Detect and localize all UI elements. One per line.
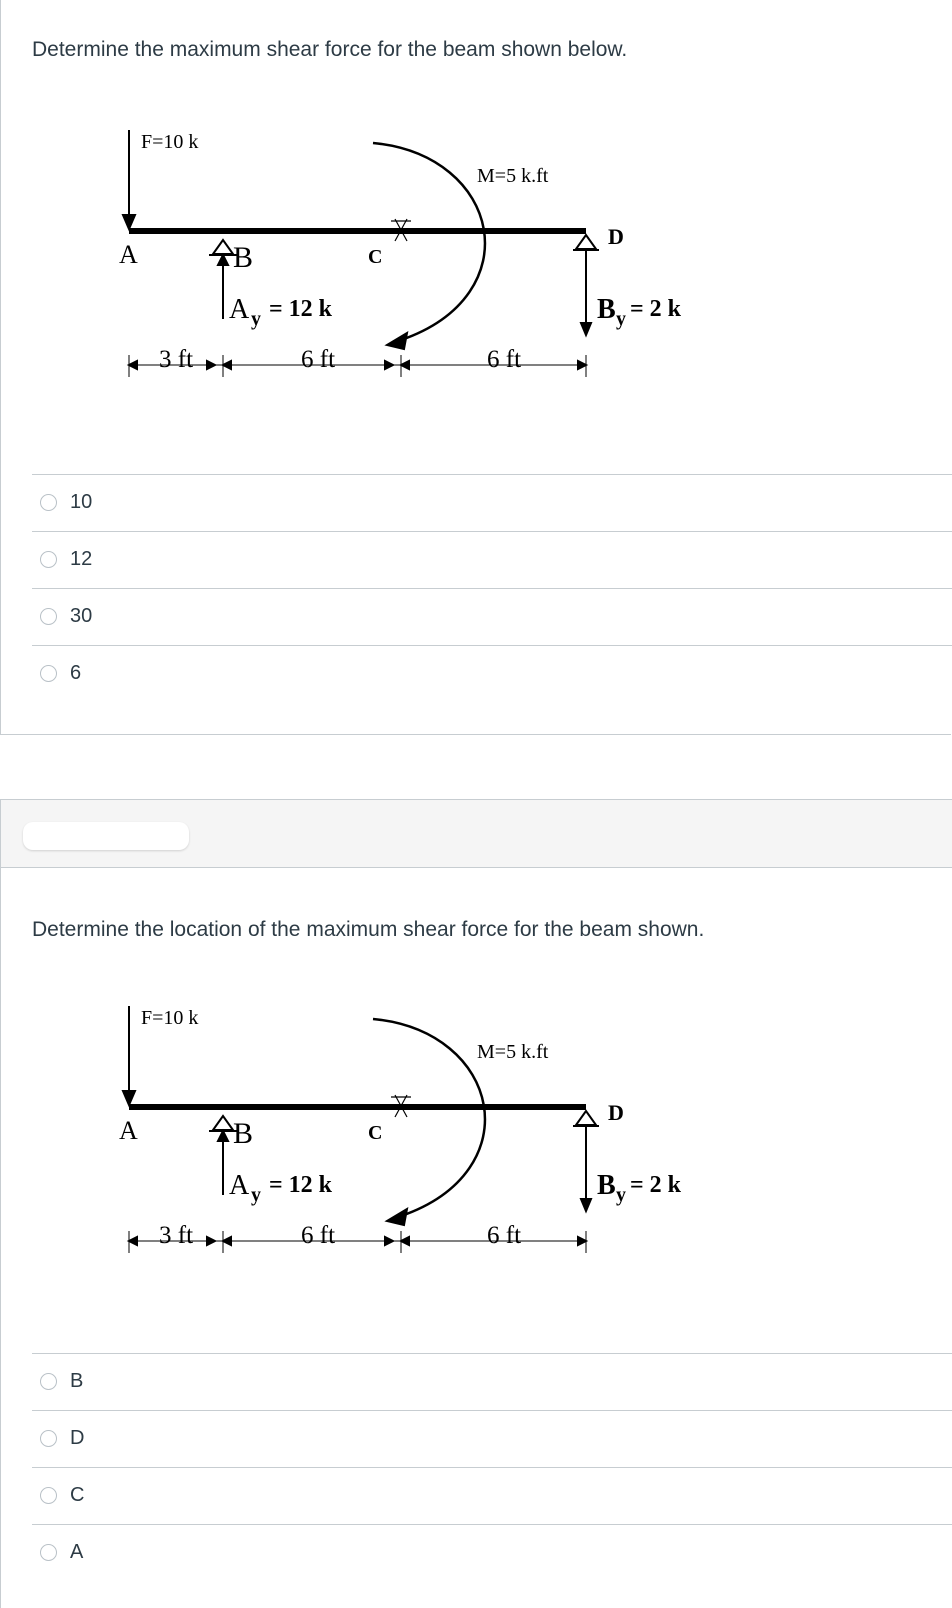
- reaction-b-main: B: [597, 294, 616, 325]
- reaction-b-value: = 2 k: [630, 1172, 682, 1198]
- answer-list-2: [32, 1353, 952, 1581]
- point-b-label: B: [233, 1117, 254, 1150]
- moment-arc: [373, 1019, 485, 1216]
- reaction-b-value: = 2 k: [630, 296, 682, 322]
- answer-label: 6: [70, 662, 82, 684]
- dim-1-label: 3 ft: [159, 1222, 194, 1249]
- question-2-header: [0, 799, 952, 868]
- pin-support-d: [576, 235, 596, 249]
- answer-option[interactable]: [32, 1524, 952, 1581]
- reaction-a-main: A: [229, 1170, 250, 1201]
- radio-button[interactable]: [40, 1544, 57, 1561]
- dim-2-label: 6 ft: [301, 346, 336, 373]
- answer-label: B: [70, 1370, 84, 1392]
- beam-diagram-1: [111, 115, 731, 395]
- answer-label: C: [70, 1484, 85, 1506]
- reaction-b-sub: y: [616, 308, 626, 330]
- point-b-label: B: [233, 241, 254, 274]
- point-a-label: A: [119, 240, 138, 269]
- question-2: [0, 868, 951, 1608]
- dim-3-label: 6 ft: [487, 346, 522, 373]
- answer-label: 30: [70, 605, 93, 627]
- dim-2-label: 6 ft: [301, 1222, 336, 1249]
- reaction-a-value: = 12 k: [269, 296, 333, 322]
- answer-list-1: [32, 474, 952, 702]
- answer-label: D: [70, 1427, 85, 1449]
- answer-option[interactable]: [32, 1467, 952, 1524]
- moment-label: M=5 k.ft: [477, 165, 549, 187]
- answer-option[interactable]: [32, 531, 952, 588]
- pin-support-d: [576, 1111, 596, 1125]
- reaction-b-main: B: [597, 1170, 616, 1201]
- reaction-a-value: = 12 k: [269, 1172, 333, 1198]
- moment-label: M=5 k.ft: [477, 1041, 549, 1063]
- radio-button[interactable]: [40, 665, 57, 682]
- question-header-pill: [23, 822, 189, 850]
- dim-1-label: 3 ft: [159, 346, 194, 373]
- question-2-text: Determine the location of the maximum shear force for the beam shown.: [32, 918, 705, 941]
- pin-support-b: [213, 1116, 233, 1130]
- dim-3-label: 6 ft: [487, 1222, 522, 1249]
- answer-label: 12: [70, 548, 93, 570]
- point-d-label: D: [608, 224, 624, 249]
- answer-option[interactable]: [32, 588, 952, 645]
- answer-label: A: [70, 1541, 84, 1563]
- point-c-label: C: [368, 246, 383, 268]
- moment-arc: [373, 143, 485, 340]
- force-label: F=10 k: [141, 1007, 199, 1029]
- beam-diagram-2: [111, 991, 731, 1271]
- question-1: [0, 0, 951, 735]
- answer-option[interactable]: [32, 645, 952, 702]
- question-1-text: Determine the maximum shear force for the beam shown below.: [32, 38, 628, 61]
- reaction-a-main: A: [229, 294, 250, 325]
- pin-support-b: [213, 240, 233, 254]
- answer-option[interactable]: [32, 474, 952, 531]
- point-a-label: A: [119, 1116, 138, 1145]
- radio-button[interactable]: [40, 608, 57, 625]
- answer-label: 10: [70, 491, 93, 513]
- point-c-label: C: [368, 1122, 383, 1144]
- reaction-a-sub: y: [251, 1184, 261, 1206]
- force-label: F=10 k: [141, 131, 199, 153]
- radio-button[interactable]: [40, 1430, 57, 1447]
- radio-button[interactable]: [40, 551, 57, 568]
- reaction-a-sub: y: [251, 308, 261, 330]
- reaction-b-sub: y: [616, 1184, 626, 1206]
- radio-button[interactable]: [40, 494, 57, 511]
- answer-option[interactable]: [32, 1353, 952, 1410]
- radio-button[interactable]: [40, 1373, 57, 1390]
- radio-button[interactable]: [40, 1487, 57, 1504]
- point-d-label: D: [608, 1100, 624, 1125]
- answer-option[interactable]: [32, 1410, 952, 1467]
